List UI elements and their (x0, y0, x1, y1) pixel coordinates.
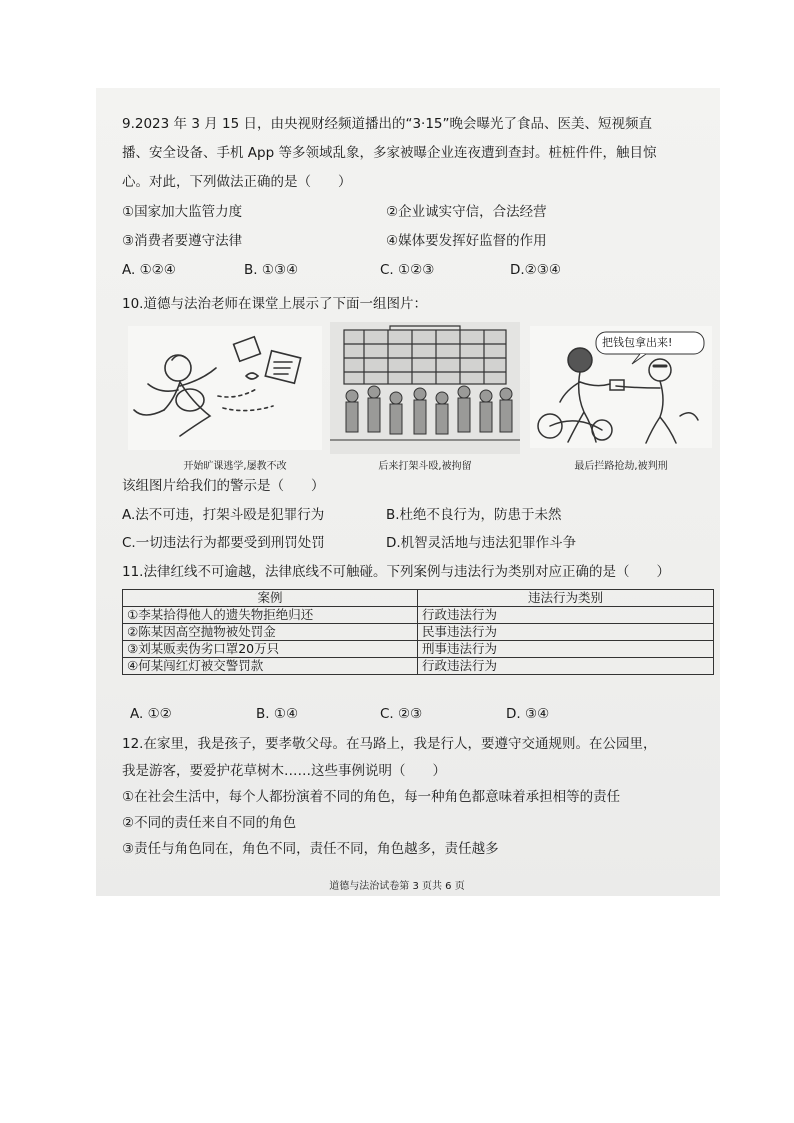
table-cell-case: ①李某拾得他人的遗失物拒绝归还 (123, 607, 418, 624)
q10-option-a: A.法不可违，打架斗殴是犯罪行为 (122, 507, 325, 523)
q9-option-b: B. ①③④ (244, 262, 299, 278)
q12-statement-1: ①在社会生活中，每个人都扮演着不同的角色，每一种角色都意味着承担相等的责任 (122, 789, 621, 805)
q11-option-b: B. ①④ (256, 706, 299, 722)
table-row (123, 624, 714, 641)
q9-stem-line-2: 播、安全设备、手机 App 等多领域乱象，多家被曝企业连夜遭到查封。桩桩件件，触目惊 (122, 145, 657, 161)
q12-statement-3: ③责任与角色同在，角色不同，责任不同，角色越多，责任越多 (122, 841, 499, 857)
q10-option-c: C.一切违法行为都要受到刑罚处罚 (122, 535, 325, 551)
q10-option-b: B.杜绝不良行为，防患于未然 (386, 507, 562, 523)
table-cell-type: 民事违法行为 (418, 624, 714, 641)
table-row (123, 607, 714, 624)
table-row (123, 658, 714, 675)
q11-stem: 11.法律红线不可逾越，法律底线不可触碰。下列案例与违法行为类别对应正确的是（ ） (122, 564, 670, 580)
speech-bubble-text: 把钱包拿出来! (602, 336, 673, 349)
table-cell-type: 刑事违法行为 (418, 641, 714, 658)
table-cell-case: ③刘某贩卖伪劣口罩20万只 (123, 641, 418, 658)
q12-stem-line-2: 我是游客，要爱护花草树木……这些事例说明（ ） (122, 763, 446, 779)
law-case-table (122, 589, 714, 675)
q9-stem-line-1: 9.2023 年 3 月 15 日，由央视财经频道播出的“3·15”晚会曝光了食品、医美、短视频直 (122, 116, 653, 132)
q11-option-c: C. ②③ (380, 706, 423, 722)
q9-option-c: C. ①②③ (380, 262, 435, 278)
table-row (123, 641, 714, 658)
q9-stem-line-3: 心。对此，下列做法正确的是（ ） (122, 174, 352, 190)
q10-question: 该组图片给我们的警示是（ ） (122, 478, 325, 494)
cartoon-robbery (530, 326, 712, 448)
table-header-row (123, 590, 714, 607)
q9-statement-1: ①国家加大监管力度 (122, 204, 243, 220)
table-cell-case: ②陈某因高空抛物被处罚金 (123, 624, 418, 641)
q10-option-d: D.机智灵活地与违法犯罪作斗争 (386, 535, 577, 551)
cartoon-caption-3: 最后拦路抢劫,被判刑 (574, 461, 668, 472)
q9-statement-4: ④媒体要发挥好监督的作用 (386, 233, 547, 249)
q10-stem: 10.道德与法治老师在课堂上展示了下面一组图片： (122, 296, 427, 312)
q9-option-d: D.②③④ (510, 262, 561, 278)
q9-option-a: A. ①②④ (122, 262, 176, 278)
q11-option-d: D. ③④ (506, 706, 550, 722)
cartoon-truant-student (128, 326, 322, 450)
table-cell-case: ④何某闯红灯被交警罚款 (123, 658, 418, 675)
cartoon-school-fight (330, 322, 520, 454)
page-footer: 道德与法治试卷第 3 页共 6 页 (329, 881, 465, 892)
q9-statement-2: ②企业诚实守信，合法经营 (386, 204, 547, 220)
table-cell-type: 行政违法行为 (418, 658, 714, 675)
table-header-type: 违法行为类别 (418, 590, 714, 607)
q9-statement-3: ③消费者要遵守法律 (122, 233, 243, 249)
table-cell-type: 行政违法行为 (418, 607, 714, 624)
table-header-case: 案例 (123, 590, 418, 607)
q11-option-a: A. ①② (130, 706, 172, 722)
cartoon-caption-1: 开始旷课逃学,屡教不改 (183, 461, 287, 472)
cartoon-caption-2: 后来打架斗殴,被拘留 (378, 461, 472, 472)
q12-statement-2: ②不同的责任来自不同的角色 (122, 815, 297, 831)
q12-stem-line-1: 12.在家里，我是孩子，要孝敬父母。在马路上，我是行人，要遵守交通规则。在公园里， (122, 736, 657, 752)
